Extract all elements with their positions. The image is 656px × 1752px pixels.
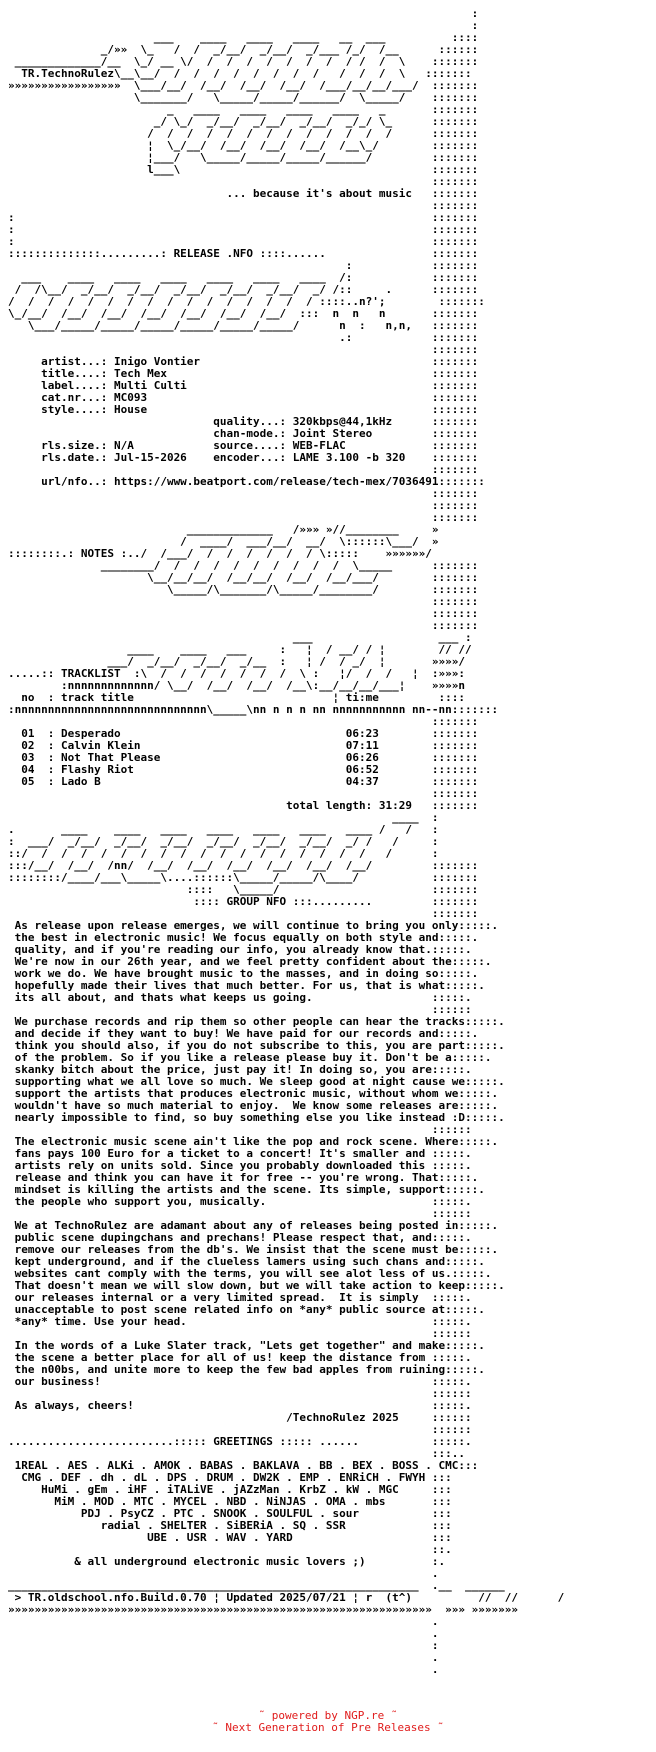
ascii-art-line: ::::::: (8, 487, 479, 500)
group-paragraph-2: support the artists that produces electronic music, without whom we:::::. (8, 1087, 499, 1100)
group-paragraph-4: unacceptable to post scene related info on *any* public source at:::::. (8, 1303, 485, 1316)
ascii-art-line: ::. (8, 1543, 452, 1556)
ascii-art-line: . (8, 1651, 439, 1664)
ascii-art-line: ____ : (8, 811, 439, 824)
ascii-art-line: :::/__/ /__/ /nn/ /__/ /__/ /__/ /__/ /__/ /__/ ::::::: (8, 859, 479, 872)
group-paragraph-1: the best in electronic music! We focus equally on both style and:::::. (8, 931, 479, 944)
group-paragraph-6: As always, cheers! :::::. (8, 1399, 472, 1412)
footer (0, 1710, 656, 1734)
ascii-art-line: : (8, 1639, 439, 1652)
ascii-art-line: ¦ \_/__/ /__/ /__/ /__/ /__\_/ ::::::: (8, 139, 479, 152)
group-paragraph-3: the people who support you, musically. :::::. (8, 1195, 472, 1208)
ascii-art-line: :::::: (8, 1003, 472, 1016)
banner-tagline: ... because it's about music ::::::: (8, 187, 479, 200)
ascii-art-line: :::: \_____/ ::::::: (8, 883, 479, 896)
group-paragraph-4: *any* time. Use your head. :::::. (8, 1315, 472, 1328)
group-paragraph-3: artists rely on units sold. Since you probably downloaded this :::::. (8, 1159, 472, 1172)
ascii-art-line: : (8, 19, 479, 32)
greetings-line: radial . SHELTER . SiBERiA . SQ . SSR ::: (8, 1519, 452, 1532)
release-label: label....: Multi Culti ::::::: (8, 379, 479, 392)
group-paragraph-2: nearly impossible to find, so buy something else you like instead :D:::::. (8, 1111, 505, 1124)
group-paragraph-1: work we do. We have brought music to the masses, and in doing so:::::. (8, 967, 479, 980)
ascii-art-line: ___/ _/__/ _/__/ _/__ : ¦ / / _/ ¦ »»»»/ (8, 655, 465, 668)
total-length: total length: 31:29 ::::::: (8, 799, 479, 812)
release-size-source: rls.size.: N/A source....: WEB-FLAC ::::::: (8, 439, 479, 452)
group-paragraph-1: its all about, and thats what keeps us going. :::::. (8, 991, 472, 1004)
ascii-art-line: ::::::::/____/___\_____\....::::::\_____/_____/\____/ ::::::: (8, 871, 479, 884)
ascii-art-line: . (8, 1567, 439, 1580)
group-paragraph-1: hopefully made their lives that much better. For us, that is what:::::. (8, 979, 485, 992)
group-tag: TR.TechnoRulez\__\__/ / / / / / / / / / / / \ ::::::: (8, 67, 472, 80)
group-paragraph-2: think you should also, if you do not subscribe to this, you are part:::::. (8, 1039, 505, 1052)
ascii-art-line: : ___/ _/__/ _/__/ _/__/ _/__/ _/__/ _/__/ _/ / / : (8, 835, 439, 848)
group-paragraph-5: In the words of a Luke Slater track, "Lets get together" and make:::::. (8, 1339, 485, 1352)
group-paragraph-5: the n00bs, and unite more to keep the few bad apples from ruining:::::. (8, 1363, 485, 1376)
ascii-art-line: : ::::::: (8, 223, 479, 236)
ascii-art-line: ::::::: (8, 463, 479, 476)
greetings-line: UBE . USR . WAV . YARD ::: (8, 1531, 452, 1544)
ascii-art-line: ::::::: (8, 499, 479, 512)
ascii-art-line: _____________ /»»» »//________ » (8, 523, 439, 536)
ascii-art-line: \__/__/__/ /__/__/ /__/ /__/___/ ::::::: (8, 571, 479, 584)
signature: /TechnoRulez 2025 :::::: (8, 1411, 472, 1424)
group-paragraph-2: skanky bitch about the price, just pay it! In doing so, you are:::::. (8, 1063, 472, 1076)
ascii-art-line: .: ::::::: (8, 331, 479, 344)
ascii-art-line: :::::: (8, 1387, 472, 1400)
release-artist: artist...: Inigo Vontier ::::::: (8, 355, 479, 368)
group-paragraph-2: We purchase records and rip them so other people can hear the tracks:::::. (8, 1015, 505, 1028)
track-row: 04 : Flashy Riot 06:52 ::::::: (8, 763, 479, 776)
track-row: 02 : Calvin Klein 07:11 ::::::: (8, 739, 479, 752)
group-paragraph-4: kept underground, and if the clueless lamers using such chans and:::::. (8, 1255, 485, 1268)
ascii-art-line: ::::::: (8, 199, 479, 212)
ascii-art-line: _ ____ ____ ____ ____ _ ::::::: (8, 103, 479, 116)
ascii-art-line: / ____/ ___/__/ __/ \::::::\___/ » (8, 535, 439, 548)
group-paragraph-5: our business! :::::. (8, 1375, 472, 1388)
ascii-art-line: :::::: (8, 1423, 472, 1436)
group-paragraph-1: As release upon release emerges, we will continue to bring you only:::::. (8, 919, 499, 932)
ascii-art-line: :nnnnnnnnnnnnnnnnnnnnnnnnnnnnn\_____\nn n n n nn nnnnnnnnnnn nn--nn::::::: (8, 703, 499, 716)
track-row: 01 : Desperado 06:23 ::::::: (8, 727, 479, 740)
release-style: style....: House ::::::: (8, 403, 479, 416)
group-paragraph-2: wouldn't have so much material to enjoy. We know some releases are:::::. (8, 1099, 499, 1112)
ascii-art-line: ___ ____ ____ ____ ____ ____ ____ /: ::::::: (8, 271, 479, 284)
ascii-art-line: \_______/ \_____/_____/______/ \_____/ ::::::: (8, 91, 479, 104)
group-paragraph-4: websites cant comply with the terms, you will see alot less of us.:::::. (8, 1267, 492, 1280)
greetings-line: CMG . DEF . dh . dL . DPS . DRUM . DW2K . EMP . ENRiCH . FWYH ::: (8, 1471, 452, 1484)
footer-tagline-line: ˜ Next Generation of Pre Releases ˜ (212, 1721, 444, 1734)
greetings-closing: & all underground electronic music lovers ;) :. (8, 1555, 446, 1568)
ascii-art-line: : (8, 8, 479, 20)
group-paragraph-5: the scene a better place for all of us! keep the distance from :::::. (8, 1351, 472, 1364)
ascii-art-line: »»»»»»»»»»»»»»»»»»»»»»»»»»»»»»»»»»»»»»»»»»»»»»»»»»»»»»»»»»»»»»»» »»» »»»»»»» (8, 1603, 518, 1616)
greetings-title: .........................::::: GREETINGS ::::: ...... :::::. (8, 1435, 472, 1448)
ascii-art-line: ___ ___ : (8, 631, 472, 644)
group-paragraph-3: fans pays 100 Euro for a ticket to a concert! It's smaller and :::::. (8, 1147, 472, 1160)
footer-tagline: Next Generation of Pre Releases (225, 1721, 431, 1734)
ascii-art-line: / / / / / / / / / / / / / / / / ::::..n?'; ::::::: (8, 295, 485, 308)
ascii-art-line: _____________/__ \_/ __ \/ / / / / / / / / / / \ ::::::: (8, 55, 479, 68)
group-paragraph-4: That doesn't mean we will slow down, but we will take action to keep:::::. (8, 1279, 505, 1292)
ascii-art-line: : ::::::: (8, 259, 479, 272)
group-paragraph-3: mindset is killing the artists and the scene. Its simple, support:::::. (8, 1183, 485, 1196)
footer-powered-line: ˜ powered by NGP.re ˜ (258, 1709, 398, 1722)
release-title: title....: Tech Mex ::::::: (8, 367, 479, 380)
ascii-art-line: : ::::::: (8, 235, 479, 248)
notes-title: ::::::::.: NOTES :../ /___/ / / / / / / \::::: »»»»»»/ (8, 547, 432, 560)
ascii-art-line: / / / / / / / / / / / / / ::::::: (8, 127, 479, 140)
ascii-art-line: ::::::: (8, 607, 479, 620)
ascii-art-line: ___ ____ ____ ____ __ ___ :::: (8, 31, 479, 44)
ascii-art-line: :nnnnnnnnnnnnn/ \__/ /__/ /__/ /__\:__/__/__/___¦ »»»»n (8, 679, 465, 692)
group-paragraph-4: our releases internal or a very limited spread. It is simply :::::. (8, 1291, 472, 1304)
build-line: > TR.oldschool.nfo.Build.0.70 ¦ Updated 2025/07/21 ¦ r (t^) // // / (8, 1591, 565, 1604)
ascii-art-line: ::/ / / / / / / / / / / / / / / / / / / : (8, 847, 439, 860)
ascii-art-line: _/»» \_ / / _/__/ _/__/ _/___ /_/ /__ :::::: (8, 43, 479, 56)
ascii-art-line: / /\__/ _/__/ _/__/ _/__/ _/__/ _/__/ _/ /:: . ::::::: (8, 283, 479, 296)
nfo-text (8, 8, 648, 1676)
group-paragraph-2: supporting what we all love so much. We sleep good at night cause we:::::. (8, 1075, 505, 1088)
greetings-line: PDJ . PsyCZ . PTC . SNOOK . SOULFUL . sour ::: (8, 1507, 452, 1520)
group-paragraph-4: remove our releases from the db's. We insist that the scene must be:::::. (8, 1243, 499, 1256)
ascii-art-line: :::.. (8, 1447, 465, 1460)
ascii-art-line: :::::: (8, 1207, 472, 1220)
ascii-art-line: l___\ ::::::: (8, 163, 479, 176)
ascii-art-line: : ::::::: (8, 211, 479, 224)
ascii-art-line: ::::::: (8, 787, 479, 800)
ascii-art-line: ::::::: (8, 619, 479, 632)
ascii-art-line: ________/ / / / / / / / / / \_____ ::::::: (8, 559, 479, 572)
ascii-art-line: . ____ ____ ____ ____ ____ ____ ____ / / : (8, 823, 439, 836)
ascii-art-line: ::::::: (8, 175, 479, 188)
ascii-art-line: :::::: (8, 1327, 472, 1340)
group-paragraph-3: The electronic music scene ain't like the pop and rock scene. Where:::::. (8, 1135, 499, 1148)
ascii-art-line: \_____/\_______/\_____/________/ ::::::: (8, 583, 479, 596)
release-url[interactable]: url/nfo..: https://www.beatport.com/release/tech-mex/7036491::::::: (8, 475, 485, 488)
ascii-art-line: ____ ____ ___ : ¦ / __/ / ¦ // // (8, 643, 472, 656)
group-paragraph-1: quality, and if you're reading our info, you already know that.:::::. (8, 943, 472, 956)
ascii-art-line: ¦___/ \_____/_____/_____/______/ ::::::: (8, 151, 479, 164)
ascii-art-line: ::::::: (8, 343, 479, 356)
ascii-art-line: ::::::: (8, 595, 479, 608)
ascii-art-line: »»»»»»»»»»»»»»»»» \___/__/ /__/ /__/ /__/ /___/__/__/___/ ::::::: (8, 79, 479, 92)
greetings-line: MiM . MOD . MTC . MYCEL . NBD . NiNJAS . OMA . mbs ::: (8, 1495, 452, 1508)
release-quality: quality...: 320kbps@44,1kHz ::::::: (8, 415, 479, 428)
release-date-encoder: rls.date.: Jul-15-2026 encoder...: LAME 3.100 -b 320 ::::::: (8, 451, 479, 464)
ascii-art-line: . (8, 1663, 439, 1676)
group-paragraph-1: We're now in our 26th year, and we feel pretty confident about the:::::. (8, 955, 492, 968)
track-row: 05 : Lado B 04:37 ::::::: (8, 775, 479, 788)
release-chanmode: chan-mode.: Joint Stereo ::::::: (8, 427, 479, 440)
ascii-art-line: . (8, 1615, 439, 1628)
ascii-art-line: . (8, 1627, 439, 1640)
ascii-art-line: ______________________________________________________________ .__ ______ (8, 1579, 505, 1592)
greetings-line: 1REAL . AES . ALKi . AMOK . BABAS . BAKLAVA . BB . BEX . BOSS . CMC::: (8, 1459, 479, 1472)
group-paragraph-4: We at TechnoRulez are adamant about any of releases being posted in:::::. (8, 1219, 499, 1232)
powered-by-link[interactable]: powered by NGP.re (271, 1709, 385, 1722)
group-paragraph-3: release and think you can have it for free -- you're wrong. That:::::. (8, 1171, 479, 1184)
ascii-art-line: _/ \_/ _/__/ _/__/ _/__/ _/_/ \_ ::::::: (8, 115, 479, 128)
ascii-art-line: \_/__/ /__/ /__/ /__/ /__/ /__/ /__/ ::: n n n ::::::: (8, 307, 479, 320)
tracklist-header: no : track title ¦ ti:me :::: (8, 691, 465, 704)
ascii-art-line: \___/_____/_____/_____/_____/_____/_____/ n : n,n, ::::::: (8, 319, 479, 332)
tracklist-title: .....:: TRACKLIST :\ / / / / / / / \ : ¦/ / / ¦ :»»»: (8, 667, 465, 680)
release-catnr: cat.nr...: MC093 ::::::: (8, 391, 479, 404)
greetings-line: HuMi . gEm . iHF . iTALiVE . jAZzMan . KrbZ . kW . MGC ::: (8, 1483, 452, 1496)
group-paragraph-2: and decide if they want to buy! We have paid for our records and:::::. (8, 1027, 479, 1040)
release-nfo-title: ::::::::::::::.........: RELEASE .NFO ::::...... ::::::: (8, 247, 479, 260)
group-paragraph-2: of the problem. So if you like a release please buy it. Don't be a:::::. (8, 1051, 492, 1064)
track-row: 03 : Not That Please 06:26 ::::::: (8, 751, 479, 764)
ascii-art-line: ::::::: (8, 907, 479, 920)
group-nfo-title: :::: GROUP NFO :::......... ::::::: (8, 895, 479, 908)
ascii-art-line: ::::::: (8, 715, 479, 728)
ascii-art-line: :::::: (8, 1123, 472, 1136)
ascii-art-line: ::::::: (8, 511, 479, 524)
group-paragraph-4: public scene dupingchans and prechans! Please respect that, and:::::. (8, 1231, 472, 1244)
